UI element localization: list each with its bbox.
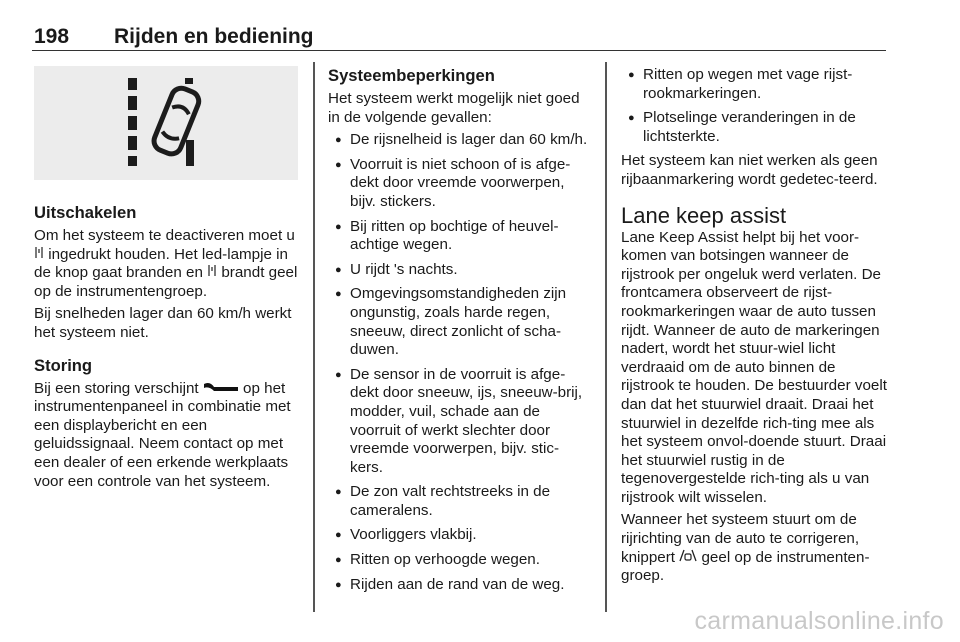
column-2 [328, 62, 590, 600]
text-run: Om het systeem te deactiveren moet u [34, 227, 295, 244]
list-item: ● U rijdt 's nachts. [328, 261, 590, 280]
text-run: geel op de instrumenten-groep. [621, 548, 870, 585]
column-3 [621, 62, 887, 586]
steering-correction-paragraph [621, 511, 887, 585]
storing-heading: Storing [34, 355, 93, 375]
list-item: ● Voorliggers vlakbij. [328, 526, 590, 545]
text-run: op het instrumentenpaneel in combinatie met een displaybericht en een geluidssignaal. Neem contact op met een dealer of een erkende werkplaats voor een controle van het systeem. [34, 379, 291, 490]
lane-keep-assist-description: Lane Keep Assist helpt bij het voor-komen van botsingen wanneer de rijstrook per ongeluk werd verlaten. De frontcamera observeert de rijst-rookmarkeringen waar de auto tussen rijdt. Wanneer de auto de markeringen nadert, wordt het stuur-wiel licht verdraaid om de auto binnen de rijstrook te houden. De bestuurder voelt dan dat het stuurwiel draait. Draai het stuurwiel in dezelfde rich-ting mee als het systeem onvol-doende stuurt. Draai het stuurwiel rustig in de tegenovergestelde rich-ting als u van rijstrook wilt wisselen. [621, 228, 887, 506]
lane-keep-indicator-icon [679, 549, 697, 568]
limitations-list [328, 131, 590, 594]
lane-keep-assist-heading: Lane keep assist [621, 202, 787, 228]
uitschakelen-paragraph [34, 227, 300, 301]
page-title: Rijden en bediening [114, 25, 314, 48]
uitschakelen-heading: Uitschakelen [34, 203, 137, 222]
limitations-list-continued [621, 66, 887, 146]
text-run: Bij een storing verschijnt [34, 379, 203, 397]
lane-keep-assist-figure [34, 66, 298, 180]
list-item: ● Ritten op verhoogde wegen. [328, 551, 590, 570]
list-item: ● Ritten op wegen met vage rijst-rookmarkeringen. [621, 66, 887, 103]
list-item: ● Bij ritten op bochtige of heuvel-achtige wegen. [328, 218, 590, 255]
lane-keep-assist-car-icon [34, 66, 298, 180]
page-number: 198 [34, 25, 70, 48]
limitations-intro: Het systeem werkt mogelijk niet goed in de volgende gevallen: [328, 90, 580, 126]
list-item: ● Voorruit is niet schoon of is afge-dekt door vreemde voorwerpen, bijv. stickers. [328, 156, 590, 212]
column-divider-1 [313, 62, 315, 612]
text-run: Wanneer het systeem stuurt om de rijrichting van de auto te corrigeren, knippert [621, 511, 860, 566]
list-item: ● Plotselinge veranderingen in de lichtsterkte. [621, 109, 887, 146]
no-marking-paragraph: Het systeem kan niet werken als geen rijbaanmarkering wordt gedetec-teerd. [621, 152, 878, 188]
list-item: ● De sensor in de voorruit is afge-dekt door sneeuw, ijs, sneeuw-brij, modder, vuil, schade aan de voorruit of werkt slechter door vreemde voorwerpen, bijv. stic-kers. [328, 366, 590, 478]
watermark: carmanualsonline.info [694, 607, 944, 635]
list-item: ● Rijden aan de rand van de weg. [328, 576, 590, 595]
lane-assist-button-icon [34, 246, 44, 265]
storing-paragraph [34, 380, 300, 492]
list-item: ● De zon valt rechtstreeks in de cameralens. [328, 483, 590, 520]
text-run: brandt geel op de instrumentengroep. [34, 264, 298, 300]
malfunction-warning-icon [203, 380, 239, 399]
lane-assist-indicator-icon [207, 264, 217, 283]
page-header [32, 22, 886, 51]
column-divider-2 [605, 62, 607, 612]
systeembeperkingen-heading: Systeembeperkingen [328, 66, 495, 85]
list-item: ● De rijsnelheid is lager dan 60 km/h. [328, 131, 590, 150]
speed-limit-paragraph: Bij snelheden lager dan 60 km/h werkt het systeem niet. [34, 305, 292, 341]
column-1 [34, 62, 300, 491]
list-item: ● Omgevingsomstandigheden zijn ongunstig, zoals harde regen, sneeuw, direct zonlicht of scha-duwen. [328, 285, 590, 359]
text-run: ingedrukt houden. Het led-lampje in de knop gaat branden en [34, 245, 288, 282]
